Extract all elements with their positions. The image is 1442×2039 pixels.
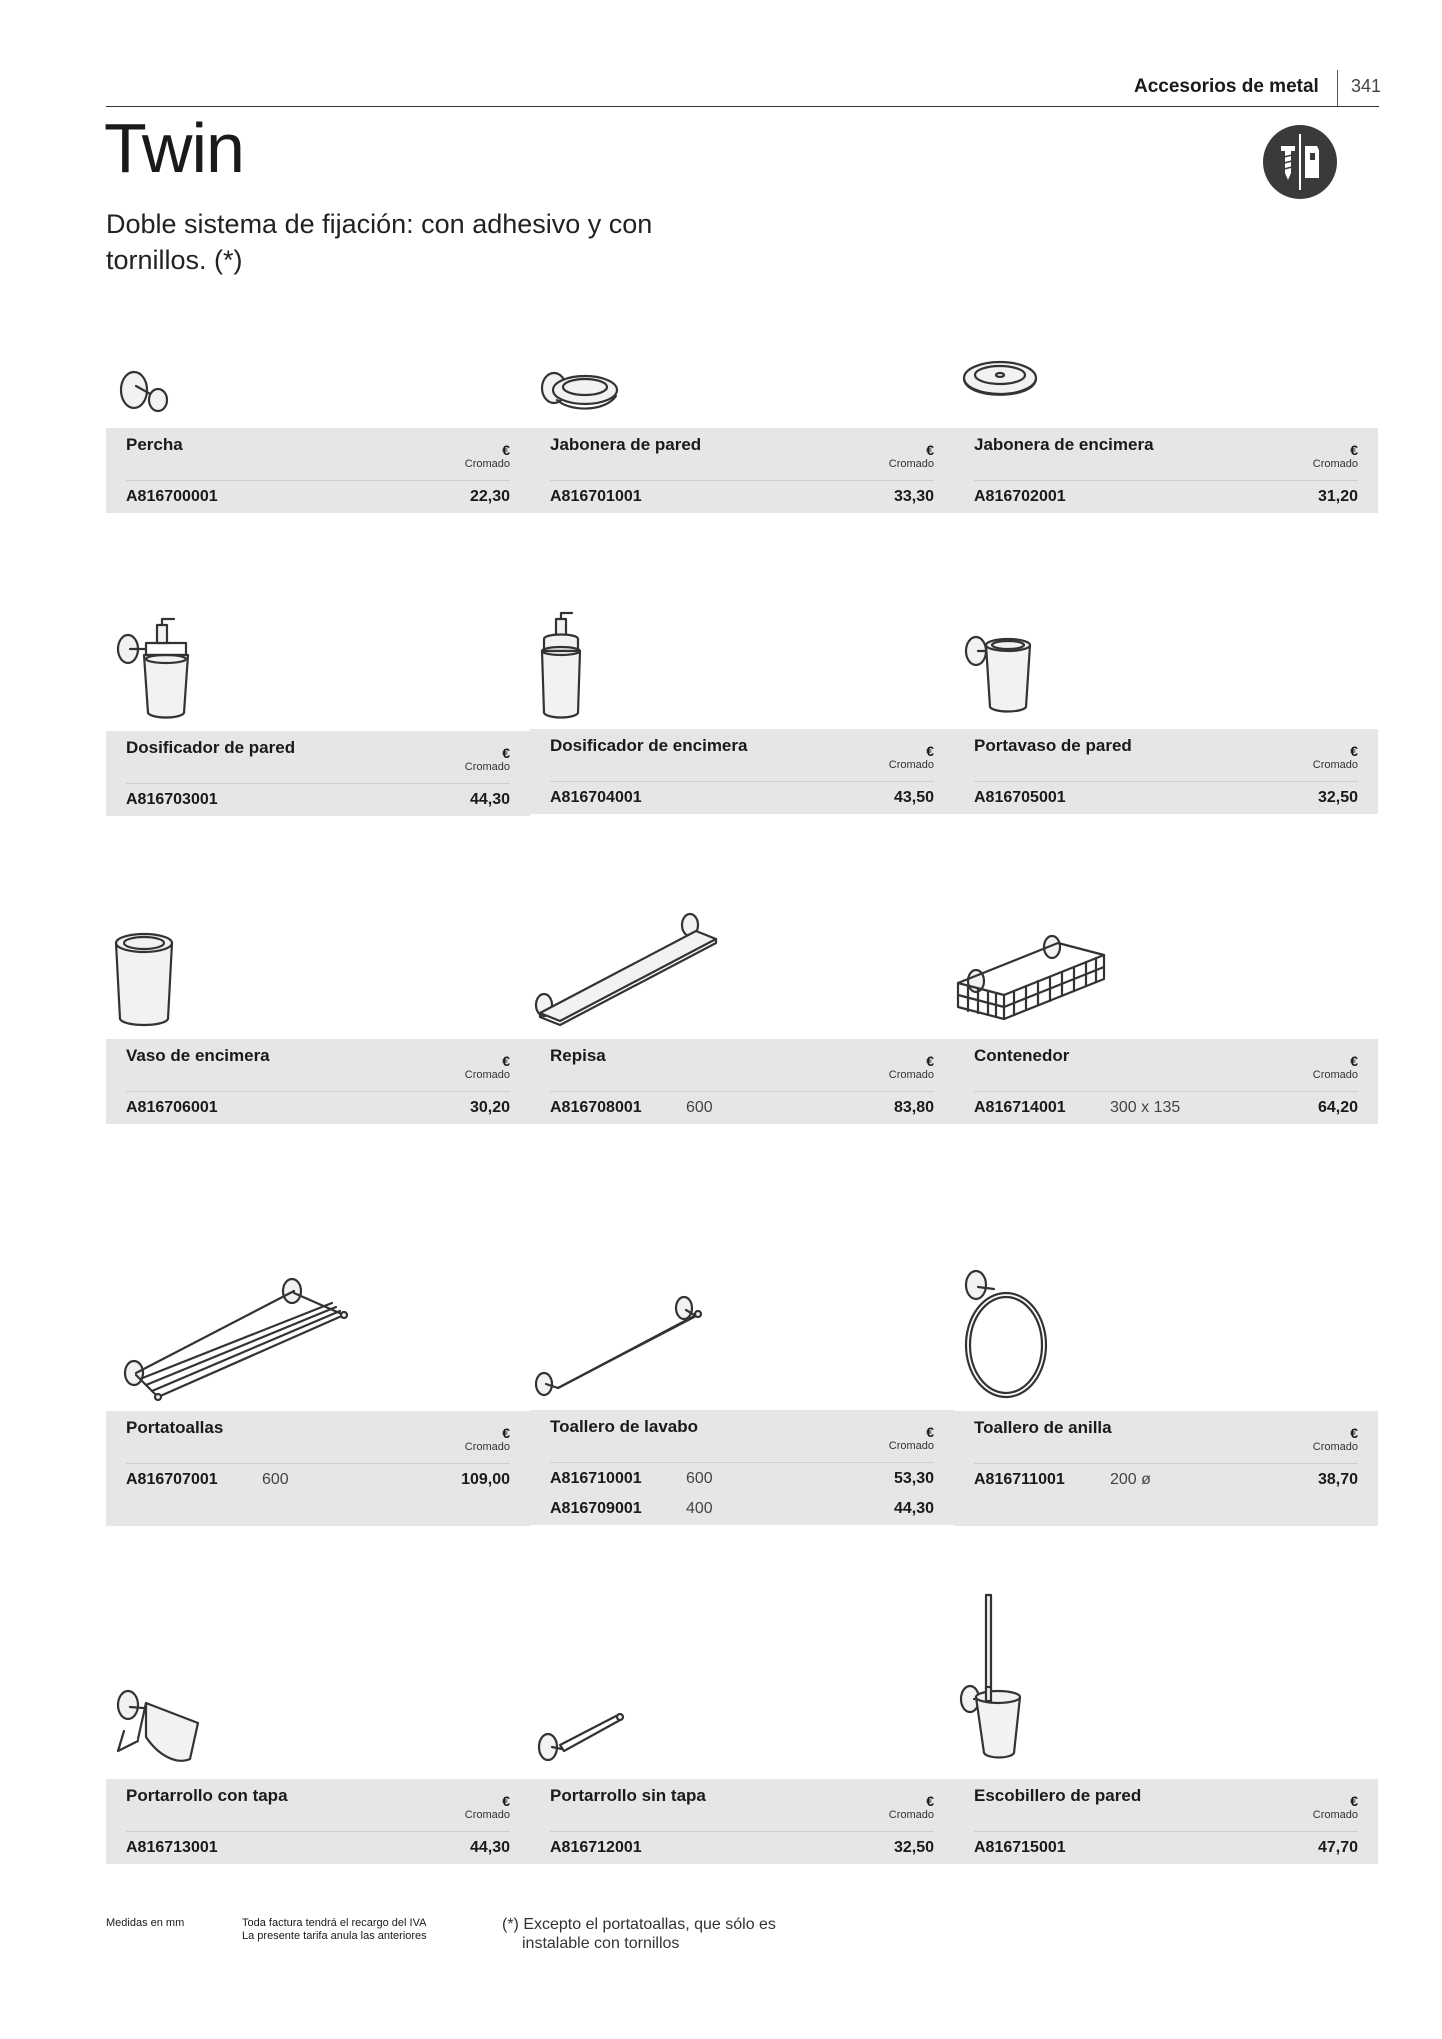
product-code: A816701001: [550, 488, 642, 505]
finish-label: Cromado: [464, 1069, 510, 1081]
price-row: [974, 1092, 1358, 1122]
finish-label: Cromado: [888, 458, 934, 470]
tax-note-line-1: Toda factura tendrá el recargo del IVA: [242, 1917, 427, 1929]
towel-bar-icon: [530, 1294, 710, 1404]
footnote-line-1: (*) Excepto el portatoallas, que sólo es: [502, 1916, 776, 1933]
product-code: A816713001: [126, 1839, 218, 1856]
currency-symbol: €: [926, 743, 934, 759]
product-price: 22,30: [469, 488, 510, 505]
product-code: A816714001: [974, 1099, 1066, 1116]
product-name: Vaso de encimera: [126, 1046, 270, 1065]
price-row: [126, 1464, 510, 1494]
product-jabonera-de-encimera: [954, 428, 1378, 513]
product-name: Toallero de anilla: [974, 1418, 1112, 1437]
product-price: 30,20: [469, 1099, 510, 1116]
product-dimension: 600: [686, 1470, 713, 1487]
product-name: Portavaso de pared: [974, 736, 1132, 755]
currency-symbol: €: [502, 745, 510, 761]
currency-symbol: €: [926, 1424, 934, 1440]
countertop-soap-dispenser-icon: [530, 611, 610, 723]
product-code: A816705001: [974, 789, 1066, 806]
product-dimension: 600: [686, 1099, 713, 1116]
product-code: A816715001: [974, 1839, 1066, 1856]
product-name: Contenedor: [974, 1046, 1070, 1065]
finish-label: Cromado: [888, 1440, 934, 1452]
product-name: Percha: [126, 435, 183, 454]
product-dimension: 400: [686, 1500, 713, 1517]
wire-basket-icon: [954, 933, 1114, 1033]
units-note: Medidas en mm: [106, 1917, 185, 1929]
product-price: 44,30: [893, 1500, 934, 1517]
product-dimension: 600: [262, 1471, 289, 1488]
product-name: Portarrollo con tapa: [126, 1786, 288, 1805]
page-number: 341: [1351, 76, 1382, 96]
product-price: 83,80: [893, 1099, 934, 1116]
tax-note: [242, 1917, 427, 1943]
finish-label: Cromado: [1312, 1441, 1358, 1453]
finish-label: Cromado: [464, 1441, 510, 1453]
product-repisa: [530, 1039, 954, 1124]
glass-shelf-icon: [530, 913, 730, 1033]
price-row: [974, 1832, 1358, 1862]
robe-hook-icon: [106, 352, 196, 422]
product-toallero-de-anilla: [954, 1411, 1378, 1526]
towel-rack-icon: [106, 1275, 346, 1405]
finish-label: Cromado: [888, 1809, 934, 1821]
wall-soap-dispenser-icon: [106, 615, 206, 725]
product-price: 31,20: [1317, 488, 1358, 505]
toilet-roll-holder-icon: [530, 1703, 630, 1773]
product-price: 32,50: [893, 1839, 934, 1856]
currency-symbol: €: [1350, 442, 1358, 458]
product-dosificador-de-pared: [106, 731, 530, 816]
finish-label: Cromado: [888, 759, 934, 771]
currency-symbol: €: [1350, 743, 1358, 759]
header-rule: [106, 106, 1379, 107]
product-price: 64,20: [1317, 1099, 1358, 1116]
product-code: A816702001: [974, 488, 1066, 505]
product-code: A816700001: [126, 488, 218, 505]
price-row: [550, 481, 934, 511]
finish-label: Cromado: [464, 458, 510, 470]
price-row: [550, 1832, 934, 1862]
price-row: [126, 784, 510, 814]
price-row: [974, 1464, 1358, 1494]
finish-label: Cromado: [1312, 1809, 1358, 1821]
finish-label: Cromado: [1312, 759, 1358, 771]
product-price: 33,30: [893, 488, 934, 505]
product-dimension: 200 ø: [1110, 1471, 1151, 1488]
product-price: 32,50: [1317, 789, 1358, 806]
product-dosificador-de-encimera: [530, 729, 954, 814]
tax-note-line-2: La presente tarifa anula las anteriores: [242, 1930, 427, 1942]
toilet-roll-holder-with-lid-icon: [106, 1683, 206, 1773]
product-name: Repisa: [550, 1046, 606, 1065]
product-escobillero-de-pared: [954, 1779, 1378, 1864]
page-title: Twin: [104, 109, 244, 187]
currency-symbol: €: [502, 1793, 510, 1809]
product-code: A816712001: [550, 1839, 642, 1856]
price-row: [974, 481, 1358, 511]
price-row: [974, 782, 1358, 812]
product-code: A816709001: [550, 1500, 642, 1517]
currency-symbol: €: [926, 1793, 934, 1809]
product-portarrollo-sin-tapa: [530, 1779, 954, 1864]
price-row: [550, 782, 934, 812]
countertop-tumbler-icon: [106, 923, 186, 1033]
price-row: [550, 1092, 934, 1122]
product-name: Dosificador de encimera: [550, 736, 748, 755]
finish-label: Cromado: [464, 761, 510, 773]
header-divider: [1337, 70, 1338, 106]
product-percha: [106, 428, 530, 513]
currency-symbol: €: [1350, 1425, 1358, 1441]
product-code: A816710001: [550, 1470, 642, 1487]
product-name: Dosificador de pared: [126, 738, 296, 757]
product-name: Escobillero de pared: [974, 1786, 1142, 1805]
towel-ring-icon: [954, 1265, 1064, 1405]
toilet-brush-holder-icon: [954, 1593, 1044, 1773]
product-portavaso-de-pared: [954, 729, 1378, 814]
product-code: A816703001: [126, 791, 218, 808]
product-name: Toallero de lavabo: [550, 1417, 699, 1436]
product-price: 47,70: [1317, 1839, 1358, 1856]
product-price: 44,30: [469, 791, 510, 808]
currency-symbol: €: [1350, 1053, 1358, 1069]
countertop-soap-dish-icon: [954, 348, 1044, 422]
section-title: Accesorios de metal: [1134, 76, 1319, 97]
wall-soap-dish-icon: [530, 352, 630, 422]
product-name: Portarrollo sin tapa: [550, 1786, 706, 1805]
product-vaso-de-encimera: [106, 1039, 530, 1124]
price-row: [550, 1493, 934, 1523]
product-price: 53,30: [893, 1470, 934, 1487]
product-price: 109,00: [461, 1471, 510, 1488]
product-code: A816708001: [550, 1099, 642, 1116]
product-toallero-de-lavabo: [530, 1410, 954, 1525]
product-portatoallas: [106, 1411, 530, 1526]
footnote-line-2: instalable con tornillos: [522, 1935, 680, 1952]
screw-and-adhesive-fixing-icon: [1262, 124, 1338, 200]
currency-symbol: €: [926, 442, 934, 458]
product-portarrollo-con-tapa: [106, 1779, 530, 1864]
wall-tumbler-holder-icon: [954, 623, 1044, 723]
price-row: [126, 1832, 510, 1862]
product-price: 43,50: [893, 789, 934, 806]
currency-symbol: €: [502, 442, 510, 458]
currency-symbol: €: [926, 1053, 934, 1069]
finish-label: Cromado: [1312, 1069, 1358, 1081]
product-name: Jabonera de pared: [550, 435, 702, 454]
price-row: [550, 1463, 934, 1493]
product-name: Portatoallas: [126, 1418, 224, 1437]
price-row: [126, 481, 510, 511]
product-contenedor: [954, 1039, 1378, 1124]
price-row: [126, 1092, 510, 1122]
product-price: 38,70: [1317, 1471, 1358, 1488]
currency-symbol: €: [502, 1053, 510, 1069]
page-subtitle: Doble sistema de fijación: con adhesivo y con tornillos. (*): [106, 209, 653, 275]
finish-label: Cromado: [1312, 458, 1358, 470]
product-code: A816707001: [126, 1471, 218, 1488]
product-price: 44,30: [469, 1839, 510, 1856]
product-jabonera-de-pared: [530, 428, 954, 513]
product-code: A816711001: [974, 1471, 1065, 1488]
product-dimension: 300 x 135: [1110, 1099, 1181, 1116]
currency-symbol: €: [502, 1425, 510, 1441]
product-name: Jabonera de encimera: [974, 435, 1154, 454]
finish-label: Cromado: [888, 1069, 934, 1081]
product-code: A816706001: [126, 1099, 218, 1116]
currency-symbol: €: [1350, 1793, 1358, 1809]
finish-label: Cromado: [464, 1809, 510, 1821]
product-code: A816704001: [550, 789, 642, 806]
